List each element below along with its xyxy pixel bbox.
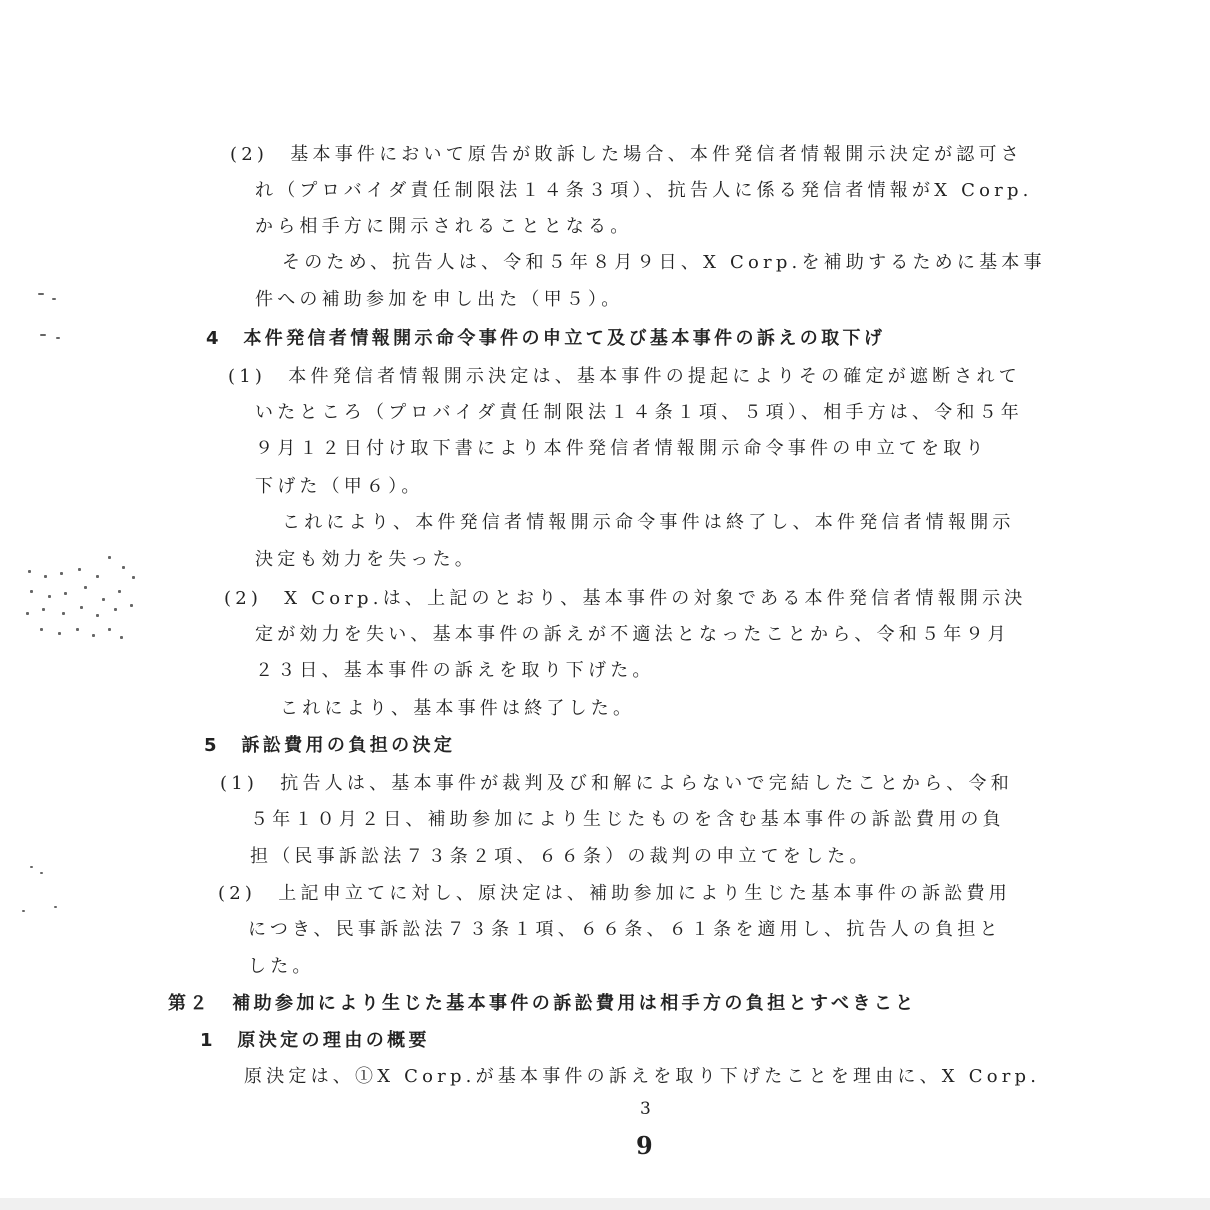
text-line: (1) 抗告人は、基本事件が裁判及び和解によらないで完結したことから、令和 (220, 773, 1013, 794)
text-line: れ（プロバイダ責任制限法１４条３項）、抗告人に係る発信者情報がX Corp. (255, 180, 1033, 201)
text-line: 定が効力を失い、基本事件の訴えが不適法となったことから、令和５年９月 (255, 624, 1010, 645)
text-line: 原決定は、①X Corp.が基本事件の訴えを取り下げたことを理由に、X Corp. (244, 1066, 1041, 1087)
section-heading: 5 訴訟費用の負担の決定 (204, 735, 456, 756)
text-line: 担（民事訴訟法７３条２項、６６条）の裁判の申立てをした。 (250, 846, 872, 867)
section-heading: 1 原決定の理由の概要 (200, 1030, 430, 1051)
stamp-page-number: 9 (636, 1131, 653, 1160)
text-line: これにより、本件発信者情報開示命令事件は終了し、本件発信者情報開示 (282, 512, 1015, 533)
text-line: ５年１０月２日、補助参加により生じたものを含む基本事件の訴訟費用の負 (250, 809, 1005, 830)
text-line: (2) X Corp.は、上記のとおり、基本事件の対象である本件発信者情報開示決 (224, 588, 1027, 609)
text-line: した。 (248, 956, 315, 977)
text-line: から相手方に開示されることとなる。 (255, 216, 633, 237)
text-line: (1) 本件発信者情報開示決定は、基本事件の提起によりその確定が遮断されて (228, 366, 1021, 387)
text-line: 決定も効力を失った。 (255, 549, 477, 570)
section-heading: 4 本件発信者情報開示命令事件の申立て及び基本事件の訴えの取下げ (206, 328, 886, 349)
text-line: (2) 基本事件において原告が敗訴した場合、本件発信者情報開示決定が認可さ (230, 144, 1023, 165)
text-line: そのため、抗告人は、令和５年８月９日、X Corp.を補助するために基本事 (282, 252, 1046, 273)
text-line: 件への補助参加を申し出た（甲５）。 (255, 289, 624, 310)
text-line: ９月１２日付け取下書により本件発信者情報開示命令事件の申立てを取り (255, 438, 988, 459)
text-line: (2) 上記申立てに対し、原決定は、補助参加により生じた基本事件の訴訟費用 (218, 883, 1011, 904)
scan-edge (0, 1198, 1210, 1210)
text-line: ２３日、基本事件の訴えを取り下げた。 (255, 660, 655, 681)
text-line: につき、民事訴訟法７３条１項、６６条、６１条を適用し、抗告人の負担と (248, 919, 1002, 940)
page-number: 3 (640, 1099, 651, 1119)
text-line: これにより、基本事件は終了した。 (280, 698, 636, 719)
chapter-heading: 第２ 補助参加により生じた基本事件の訴訟費用は相手方の負担とすべきこと (168, 993, 917, 1014)
text-line: いたところ（プロバイダ責任制限法１４条１項、５項）、相手方は、令和５年 (255, 402, 1023, 423)
text-line: 下げた（甲６）。 (255, 476, 424, 497)
